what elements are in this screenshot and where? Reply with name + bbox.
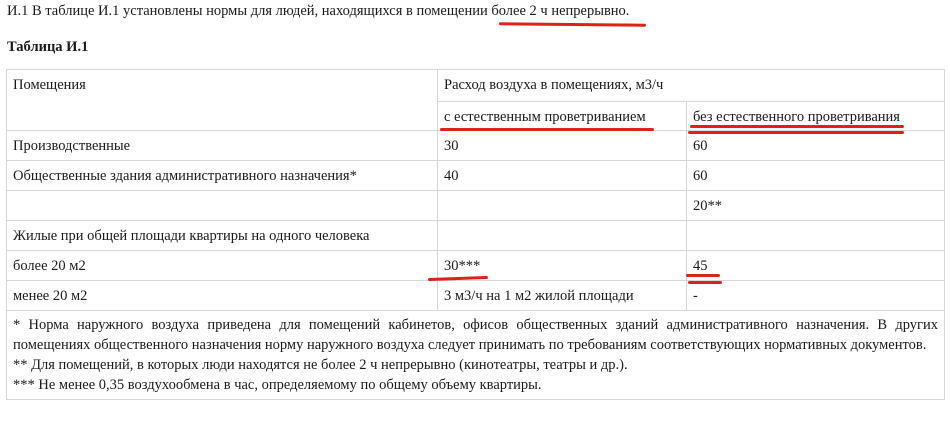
row-no-natural-value: 45 [687, 251, 945, 281]
annotation-underline-45 [686, 274, 720, 277]
row-room: менее 20 м2 [7, 281, 438, 311]
footnote: *** Не менее 0,35 воздухообмена в час, определяемому по общему объему квартиры. [13, 377, 542, 393]
table-row [7, 191, 945, 221]
row-room: Жилые при общей площади квартиры на одного человека [7, 221, 438, 251]
table-row [7, 161, 945, 191]
row-natural-value [438, 191, 687, 221]
annotation-underline-natural [440, 128, 654, 131]
header-natural-ventilation: с естественным проветриванием [438, 102, 687, 131]
intro-paragraph [7, 3, 629, 20]
table-notes [7, 311, 945, 400]
header-air-flow: Расход воздуха в помещениях, м3/ч [438, 70, 945, 102]
table-title: Таблица И.1 [7, 39, 89, 55]
row-natural-value: 40 [438, 161, 687, 191]
norms-table [6, 69, 945, 400]
row-no-natural-value: 20** [687, 191, 945, 221]
header-no-natural-ventilation: без естественного проветривания [687, 102, 945, 131]
annotation-underline-intro [499, 22, 646, 27]
annotation-underline-45-2 [688, 281, 722, 284]
row-natural-value: 3 м3/ч на 1 м2 жилой площади [438, 281, 687, 311]
table-row [7, 221, 945, 251]
row-no-natural-value: - [687, 281, 945, 311]
row-room [7, 191, 438, 221]
footnote: ** Для помещений, в которых люди находятся не более 2 ч непрерывно (кинотеатры, театры и др.). [13, 357, 628, 373]
row-room: Производственные [7, 131, 438, 161]
table-row [7, 281, 945, 311]
annotation-underline-no-natural [690, 125, 904, 128]
intro-text: И.1 В таблице И.1 установлены нормы для людей, находящихся в помещении [7, 3, 492, 19]
footnote: * Норма наружного воздуха приведена для помещений кабинетов, офисов общественных зданий административного назначения. В других помещениях общественного назначения норму наружного воздуха следует принимать по требованиям соответствующих нормативных документов. [13, 317, 938, 353]
annotation-underline-no-natural-2 [688, 131, 904, 134]
row-natural-value [438, 221, 687, 251]
row-natural-value: 30 [438, 131, 687, 161]
table-header-row [7, 70, 945, 102]
header-rooms: Помещения [7, 70, 438, 131]
row-no-natural-value [687, 221, 945, 251]
table-row [7, 131, 945, 161]
row-natural-value: 30*** [438, 251, 687, 281]
row-room: Общественные здания административного назначения* [7, 161, 438, 191]
row-room: более 20 м2 [7, 251, 438, 281]
row-no-natural-value: 60 [687, 131, 945, 161]
row-no-natural-value: 60 [687, 161, 945, 191]
intro-highlighted-text: более 2 ч непрерывно. [491, 3, 630, 19]
table-notes-row [7, 311, 945, 400]
